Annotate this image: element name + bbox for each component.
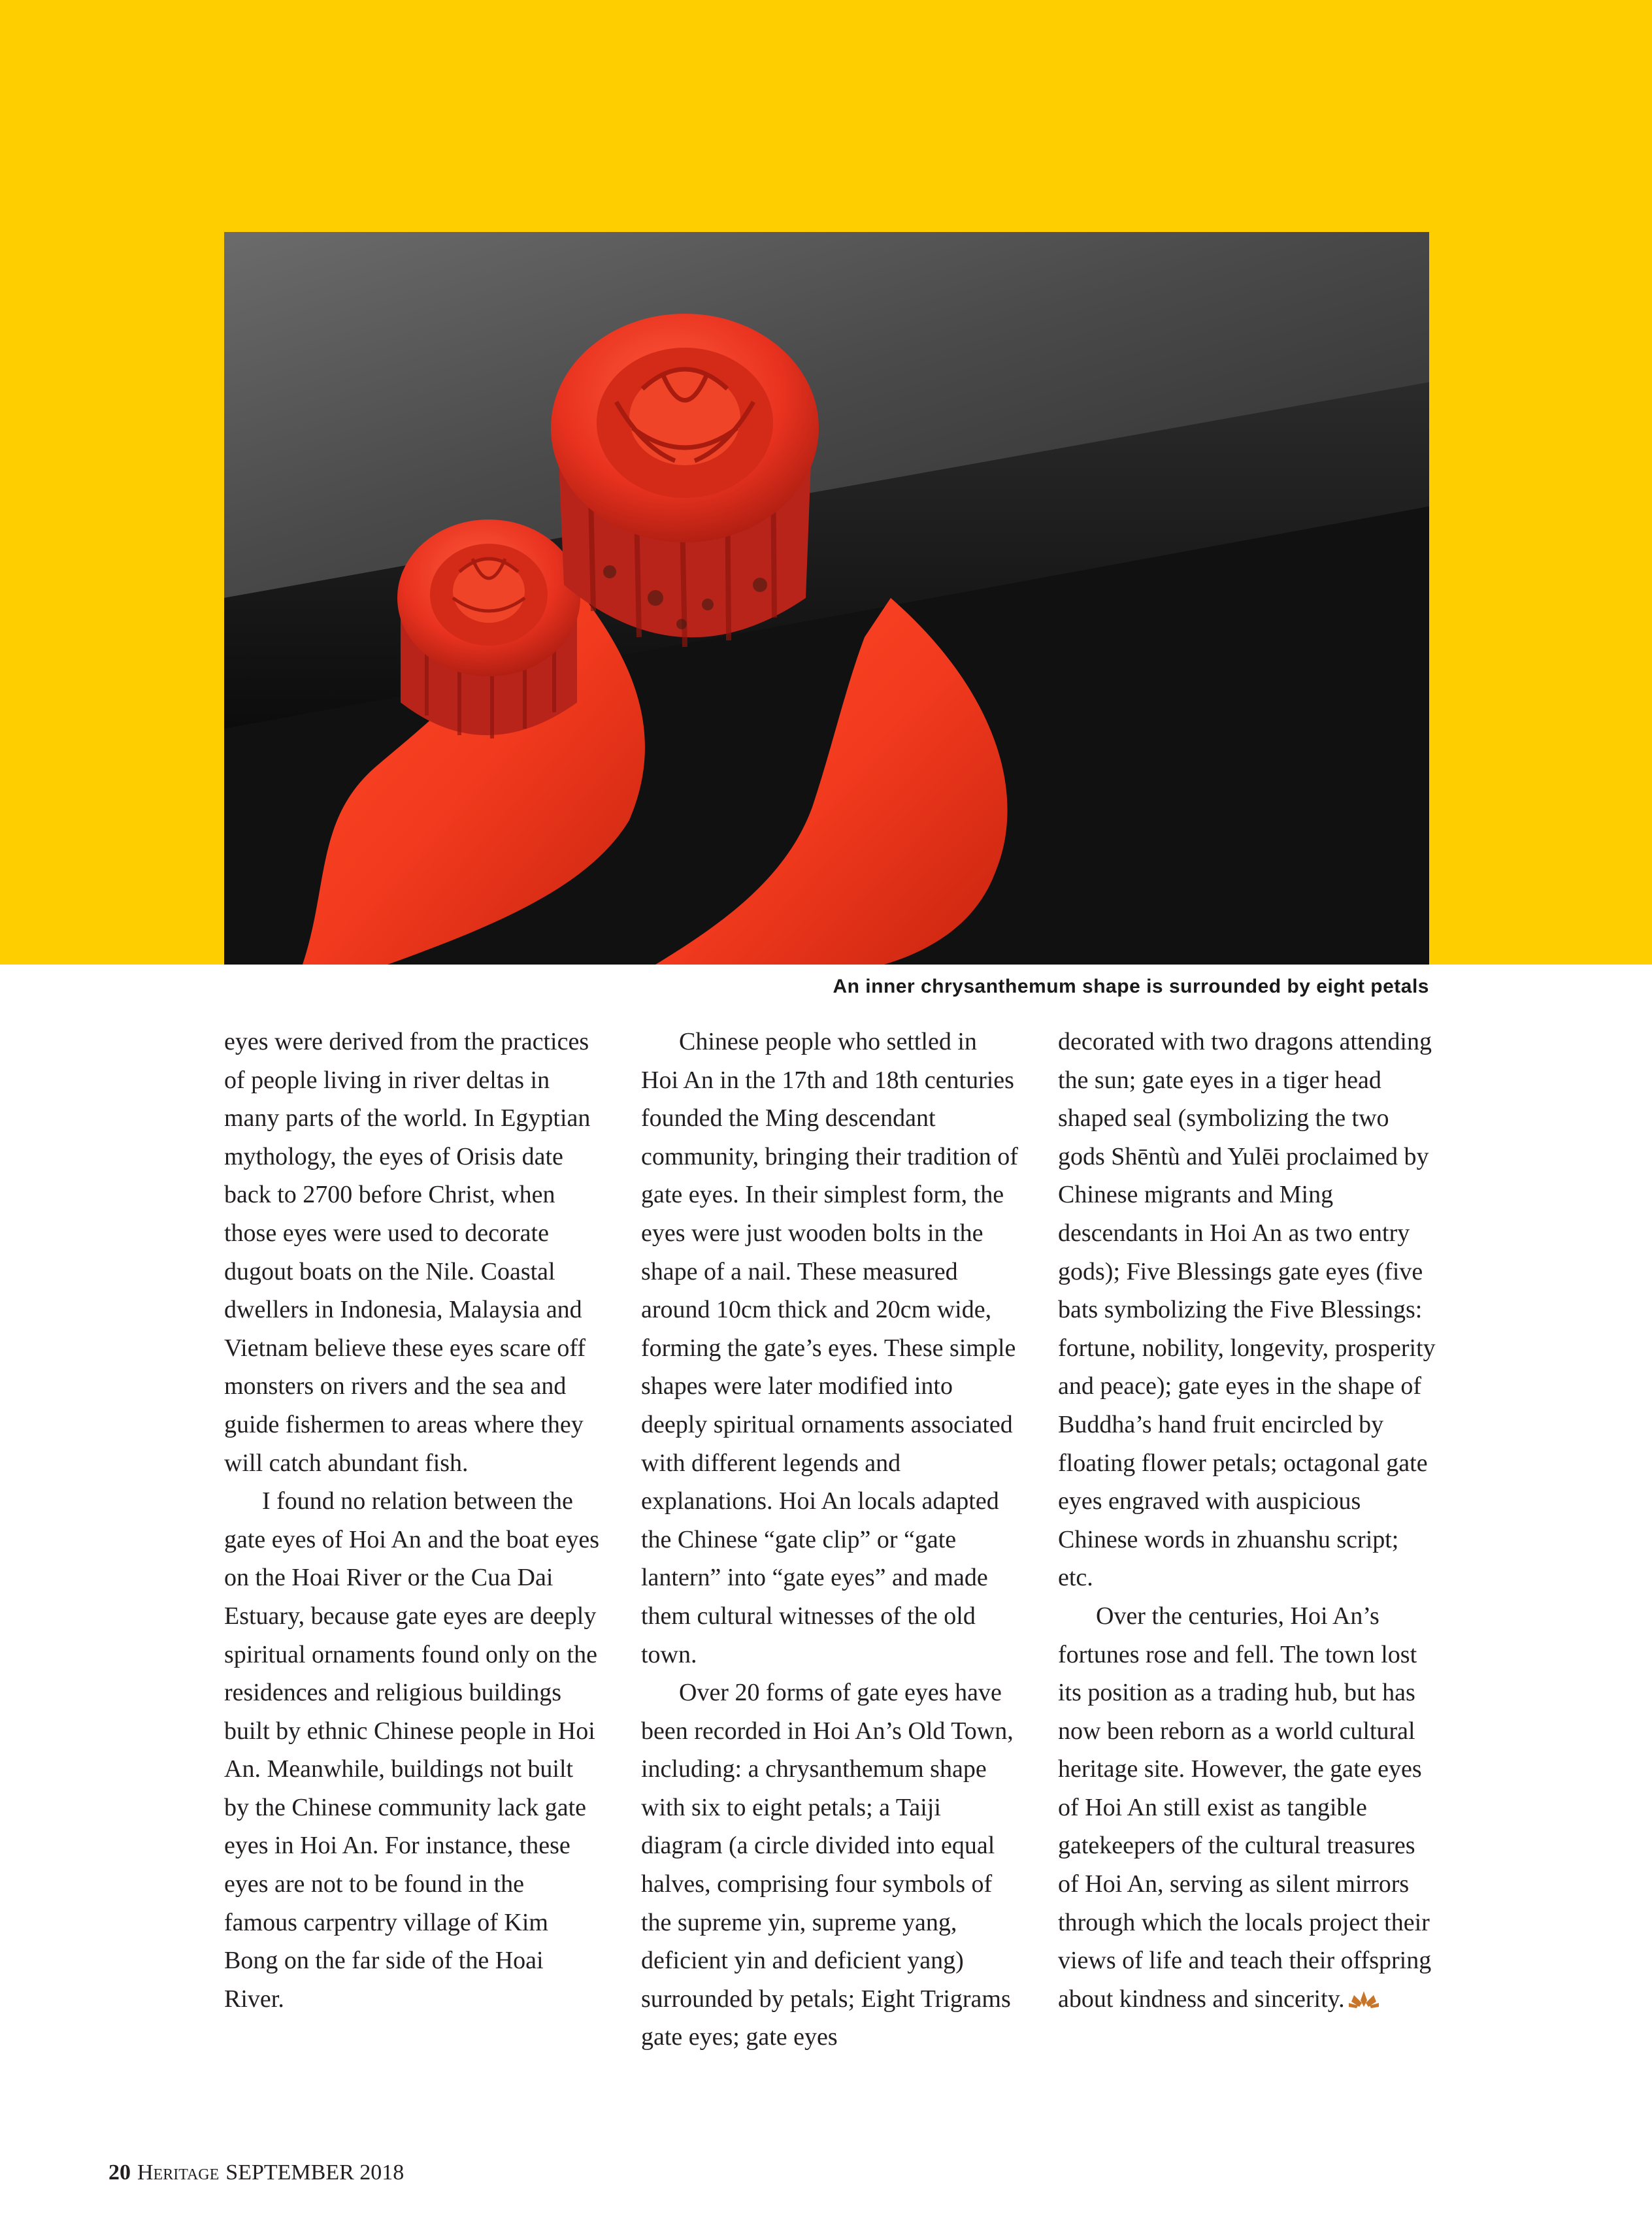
page-footer: [108, 2160, 404, 2186]
paragraph-text: Over the centuries, Hoi An’s fortunes rose and fell. The town lost its position as a trading hub, but has now been reborn as a world cultural heritage site. However, the gate eyes of Hoi An still exist as tangible gatekeepers of the cultural treasures of Hoi An, serving as silent mirrors through which the locals project their views of life and teach their offspring about kindness and sincerity.: [1058, 1602, 1432, 2013]
end-of-article-lotus-icon: [1347, 1989, 1380, 2009]
photo-caption: An inner chrysanthemum shape is surrounded by eight petals: [833, 976, 1429, 997]
magazine-name: Heritage: [137, 2160, 220, 2185]
right-gate-eye: [551, 314, 819, 647]
left-gate-eye: [397, 520, 580, 738]
paragraph: [1058, 1597, 1437, 2019]
paragraph: I found no relation between the gate eyes of Hoi An and the boat eyes on the Hoai River or the Cua Dai Estuary, because gate eyes are deeply spiritual ornaments found only on the residences and religious buildings built by ethnic Chinese people in Hoi An. Meanwhile, buildings not built by the Chinese community lack gate eyes in Hoi An. For instance, these eyes are not to be found in the famous carpentry village of Kim Bong on the far side of the Hoai River.: [224, 1487, 600, 2013]
paragraph: decorated with two dragons attending the sun; gate eyes in a tiger head shaped seal (symbolizing the two gods Shēntù and Yulēi proclaimed by Chinese migrants and Ming descendants in Hoi An as two entry gods); Five Blessings gate eyes (five bats symbolizing the Five Blessings: fortune, nobility, longevity, prosperity and peace); gate eyes in the shape of Buddha’s hand fruit encircled by floating flower petals; octagonal gate eyes engraved with auspicious Chinese words in zhuanshu script; etc.: [1058, 1028, 1436, 1592]
paragraph: eyes were derived from the practices of people living in river deltas in many parts of the world. In Egyptian mythology, the eyes of Orisis date back to 2700 before Christ, when those eyes were used to decorate dugout boats on the Nile. Coastal dwellers in Indonesia, Malaysia and Vietnam believe these eyes scare off monsters on rivers and the sea and guide fishermen to areas where they will catch abundant fish.: [224, 1028, 591, 1477]
paragraph: Chinese people who settled in Hoi An in the 17th and 18th centuries founded the Ming descendant community, bringing their tradition of gate eyes. In their simplest form, the eyes were just wooden bolts in the shape of a nail. These measured around 10cm thick and 20cm wide, forming the gate’s eyes. These simple shapes were later modified into deeply spiritual ornaments associated with different legends and explanations. Hoi An locals adapted the Chinese “gate clip” or “gate lantern” into “gate eyes” and made them cultural witnesses of the old town.: [641, 1028, 1018, 1668]
issue-date: SEPTEMBER 2018: [225, 2160, 405, 2185]
article-column-2: [641, 1023, 1020, 2057]
page-number: 20: [108, 2160, 131, 2185]
article-column-1: [224, 1023, 603, 2018]
gate-eyes-photo-illustration: [224, 232, 1429, 965]
gate-eyes-photo: [224, 232, 1429, 965]
article-column-3: [1058, 1023, 1437, 2018]
paragraph: Over 20 forms of gate eyes have been recorded in Hoi An’s Old Town, including: a chrysanthemum shape with six to eight petals; a Taiji diagram (a circle divided into equal halves, comprising four symbols of the supreme yin, supreme yang, deficient yin and deficient yang) surrounded by petals; Eight Trigrams gate eyes; gate eyes: [641, 1679, 1014, 2051]
